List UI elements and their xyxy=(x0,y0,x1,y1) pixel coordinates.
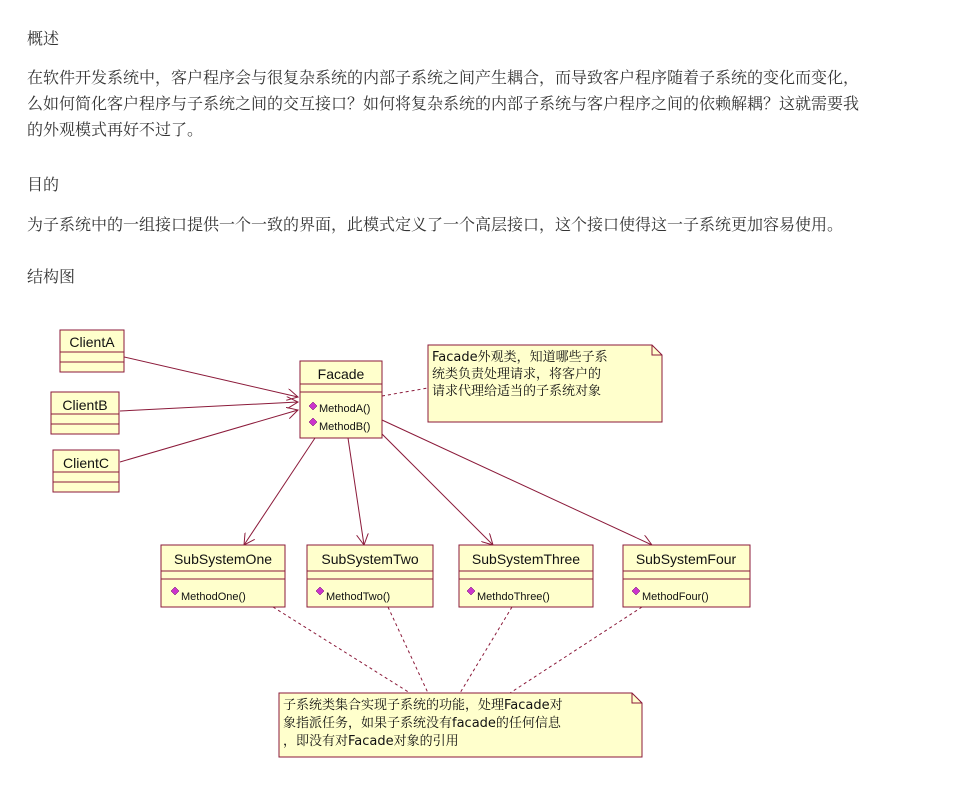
note-line: 请求代理给适当的子系统对象 xyxy=(432,384,602,399)
assoc-facade-subsystemone xyxy=(244,438,315,545)
note-anchor-subsystemfour xyxy=(510,607,642,693)
class-clientc xyxy=(53,450,119,492)
note-subsystems xyxy=(279,693,642,757)
note-line: 象指派任务，如果子系统没有facade的任何信息 xyxy=(283,716,561,731)
assoc-facade-subsystemfour xyxy=(382,420,652,545)
class-subsystemfour xyxy=(623,545,750,607)
overview-paragraph xyxy=(27,65,859,143)
assoc-clientb-facade xyxy=(120,402,298,411)
class-name: SubSystemOne xyxy=(173,551,273,567)
assoc-facade-subsystemthree xyxy=(378,430,493,545)
class-subsystemtwo xyxy=(307,545,433,607)
note-line: 子系统类集合实现子系统的功能，处理Facade对 xyxy=(283,698,563,713)
class-operation: MethdoThree() xyxy=(477,591,550,603)
class-operation: MethodB() xyxy=(319,421,371,433)
purpose-heading: 目的 xyxy=(27,175,60,194)
assoc-facade-subsystemtwo xyxy=(348,438,364,545)
overview-line: 在软件开发系统中，客户程序会与很复杂系统的内部子系统之间产生耦合，而导致客户程序随着子系统的变化而变化， xyxy=(27,68,860,87)
purpose-paragraph: 为子系统中的一组接口提供一个一致的界面，此模式定义了一个高层接口，这个接口使得这一子系统更加容易使用。 xyxy=(27,215,844,234)
assoc-clienta-facade xyxy=(120,356,298,397)
note-anchor-facade xyxy=(382,388,428,396)
class-operation: MethodTwo() xyxy=(326,591,391,603)
class-clienta xyxy=(60,330,124,372)
class-subsystemone xyxy=(161,545,285,607)
note-line: Facade外观类，知道哪些子系 xyxy=(432,350,608,365)
class-clientb xyxy=(51,392,119,434)
class-facade xyxy=(300,361,382,438)
class-name: SubSystemThree xyxy=(471,551,581,567)
class-name: SubSystemTwo xyxy=(321,551,419,567)
overview-line: 么如何简化客户程序与子系统之间的交互接口？如何将复杂系统的内部子系统与客户程序之间的依赖解耦？这就需要我 xyxy=(27,94,860,113)
structure-heading: 结构图 xyxy=(27,267,76,286)
note-anchor-subsystemtwo xyxy=(388,607,428,693)
overview-line: 的外观模式再好不过了。 xyxy=(27,120,204,139)
class-name: ClientA xyxy=(69,334,115,350)
overview-heading: 概述 xyxy=(27,29,60,48)
class-name: ClientB xyxy=(62,397,108,413)
facade-structure-diagram xyxy=(0,300,956,803)
class-operation: MethodA() xyxy=(319,403,371,415)
note-anchor-subsystemthree xyxy=(460,607,512,693)
class-operation: MethodOne() xyxy=(181,591,246,603)
note-line: 统类负责处理请求，将客户的 xyxy=(432,367,602,382)
note-facade xyxy=(428,345,662,422)
class-name: SubSystemFour xyxy=(635,551,737,567)
note-anchor-subsystemone xyxy=(273,607,410,693)
class-subsystemthree xyxy=(459,545,593,607)
class-name: Facade xyxy=(317,366,365,382)
class-operation: MethodFour() xyxy=(642,591,709,603)
assoc-clientc-facade xyxy=(120,410,298,462)
class-name: ClientC xyxy=(63,455,109,471)
note-line: ，即没有对Facade对象的引用 xyxy=(283,734,459,749)
